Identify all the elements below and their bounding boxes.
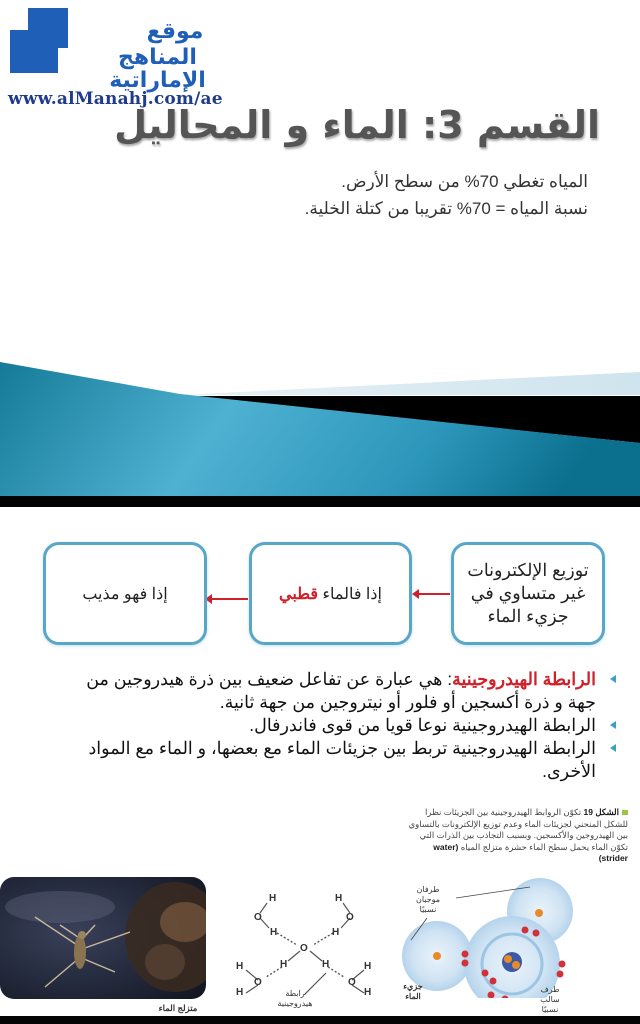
bullet-item <box>58 737 618 783</box>
label-line: هيدروجينية <box>277 999 313 1008</box>
figure-number: الشكل 19 <box>583 807 619 817</box>
label-water-molecule <box>398 982 428 1002</box>
svg-text:H: H <box>364 987 372 995</box>
bullet-text: الرابطة الهيدروجينية نوعا قويا من قوى فاندرفال. <box>249 715 596 735</box>
svg-text:H: H <box>335 893 343 904</box>
svg-text:O: O <box>346 912 354 923</box>
label-line: الماء <box>405 992 421 1001</box>
bottom-border <box>0 1016 640 1024</box>
label-line: رابطة <box>285 989 305 998</box>
flow-box-solvent-label: إذا فهو مذيب <box>82 585 168 603</box>
bullet-arrow-icon <box>610 721 616 729</box>
svg-text:O: O <box>348 977 356 988</box>
fact-water-cell: نسبة المياه = 70% تقريبا من كتلة الخلية. <box>304 199 588 218</box>
label-line: جزيء <box>403 982 423 991</box>
logo-line-1: موقع <box>146 19 204 44</box>
svg-text:H: H <box>332 927 340 938</box>
photo-label: متزلج الماء <box>158 1003 198 1013</box>
flow-box-line: توزيع الإلكترونات <box>467 560 589 580</box>
flow-box-uneven-electrons <box>451 542 605 645</box>
caption-text: تكوّن الروابط الهيدروجينية بين الجزيئات نظرا للشكل المنحني لجزيئات الماء وعدم توزيع الإلكترونات بالتساوي بين الهيدروجين والأكسجين. وبسبب التجاذب بين الذرات التي تكوّن الماء يحمل سطح الماء حشرة متزلج المياه <box>408 807 628 852</box>
polar-highlight: قطبي <box>279 585 318 603</box>
bullet-arrow-icon <box>610 744 616 752</box>
watermark-url[interactable]: www.alManahj.com/ae <box>8 89 223 109</box>
svg-text:H: H <box>280 959 288 970</box>
fact-water-earth: المياه تغطي 70% من سطح الأرض. <box>341 172 588 191</box>
svg-text:H: H <box>270 927 278 938</box>
logo-line-2: المناهج الإماراتية <box>109 45 206 94</box>
water-strider-photo <box>0 877 206 999</box>
label-line: طرف <box>540 985 560 994</box>
flow-box-polar-prefix: إذا فالماء <box>322 585 382 603</box>
caption-english: (water strider) <box>433 841 628 863</box>
hydrogen-bond-diagram <box>222 885 392 995</box>
label-line: نسبيًا <box>419 905 437 914</box>
logo-square-bottom <box>10 30 58 73</box>
svg-text:H: H <box>322 959 330 970</box>
svg-text:O: O <box>254 912 262 923</box>
hydrogen-bond-term: الرابطة الهيدروجينية <box>452 669 596 689</box>
svg-text:H: H <box>236 961 244 972</box>
label-line: سالب <box>540 995 560 1004</box>
bullet-item <box>58 714 618 737</box>
bullet-arrow-icon <box>610 675 616 683</box>
svg-text:O: O <box>300 943 308 954</box>
bullet-text: : هي عبارة عن تفاعل ضعيف بين ذرة هيدروجين من جهة و ذرة أكسجين أو فلور أو نيتروجين من جهة ثانية. <box>86 669 596 712</box>
bullet-list <box>58 668 618 783</box>
label-line: موجبان <box>415 895 441 904</box>
svg-text:H: H <box>269 893 277 904</box>
decorative-wave-band <box>0 350 640 515</box>
arrow-icon <box>418 593 450 595</box>
label-line: طرفان <box>416 885 440 894</box>
flow-box-polar <box>249 542 412 645</box>
figure-caption <box>402 807 628 865</box>
flow-box-line: غير متساوي في <box>470 583 586 603</box>
hydrogen-bond-label <box>270 989 320 1009</box>
flow-box-solvent <box>43 542 207 645</box>
label-positive-ends <box>408 885 448 915</box>
arrow-icon <box>211 598 248 600</box>
page-title: القسم 3: الماء و المحاليل <box>114 103 600 147</box>
svg-text:H: H <box>364 961 372 972</box>
flow-box-line: جزيء الماء <box>487 606 569 626</box>
label-negative-end <box>530 985 570 1015</box>
bullet-text: الرابطة الهيدروجينية تربط بين جزيئات الماء مع بعضها، و الماء مع المواد الأخرى. <box>88 738 596 781</box>
bullet-item <box>58 668 618 714</box>
svg-text:O: O <box>254 977 262 988</box>
label-line: نسبيًا <box>541 1005 559 1014</box>
caption-marker-icon <box>622 810 628 815</box>
svg-text:H: H <box>236 987 244 995</box>
